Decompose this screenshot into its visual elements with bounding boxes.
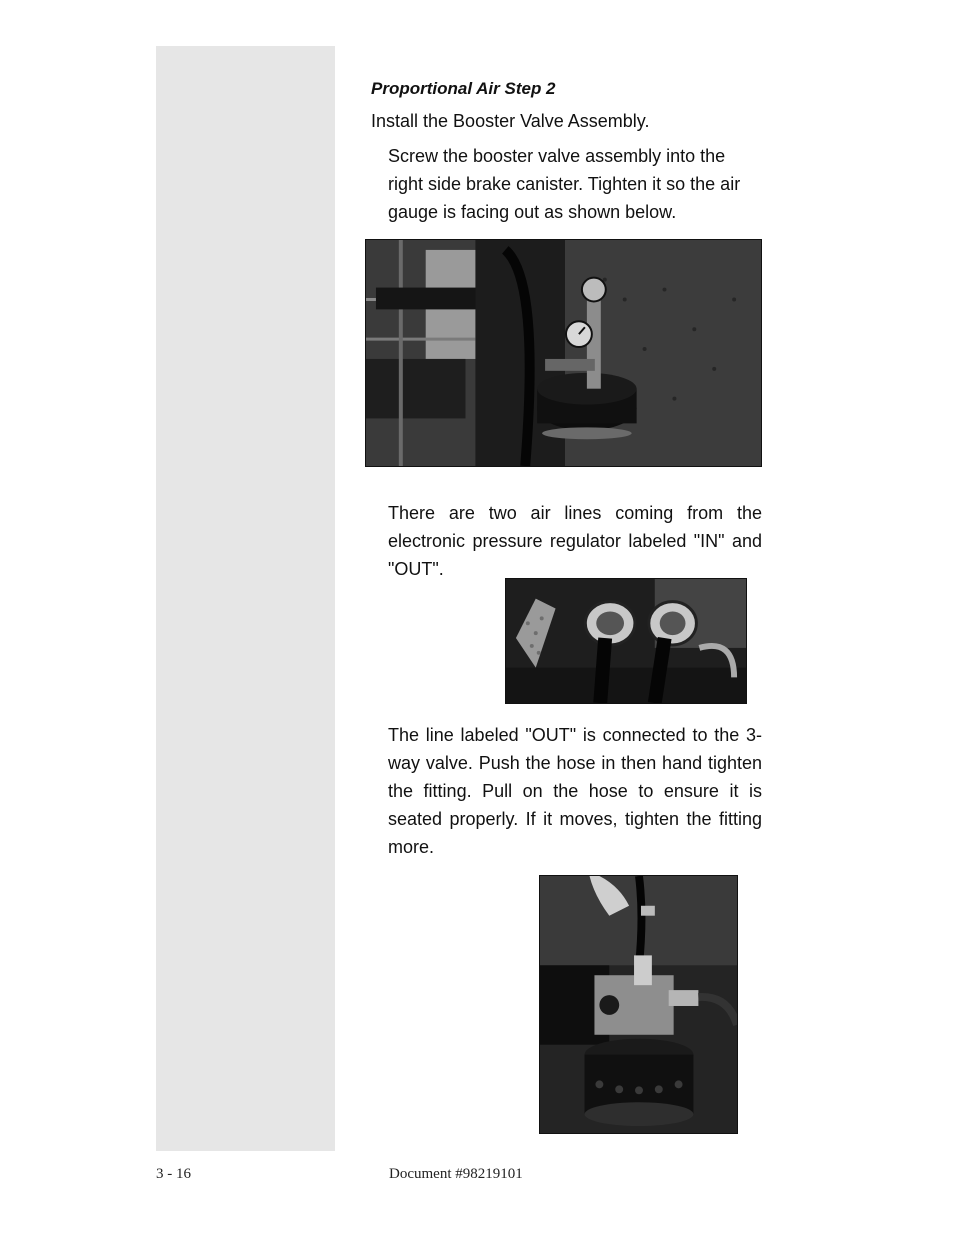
instruction-paragraph-1: Screw the booster valve assembly into the right side brake canister. Tighten it so the air gauge is facing out as shown below. (388, 146, 741, 222)
booster-valve-photo (365, 239, 762, 467)
three-way-valve-photo (539, 875, 738, 1134)
air-lines-photo-drawing (506, 579, 746, 703)
air-lines-photo (505, 578, 747, 704)
left-margin-panel (156, 46, 335, 1151)
step-intro: Install the Booster Valve Assembly. (371, 111, 650, 131)
instruction-paragraph-2: There are two air lines coming from the electronic pressure regulator labeled "IN" and "OUT". (388, 503, 762, 579)
booster-valve-photo-drawing (366, 240, 761, 466)
document-number: Document #98219101 (389, 1166, 523, 1182)
instruction-paragraph-3: The line labeled "OUT" is connected to the 3-way valve. Push the hose in then hand tighten the fitting. Pull on the hose to ensure it is seated properly. If it moves, tighten the fitting more. (388, 725, 762, 857)
step-heading: Proportional Air Step 2 (371, 79, 556, 98)
three-way-valve-photo-drawing (540, 876, 737, 1133)
page-number: 3 - 16 (156, 1166, 191, 1182)
